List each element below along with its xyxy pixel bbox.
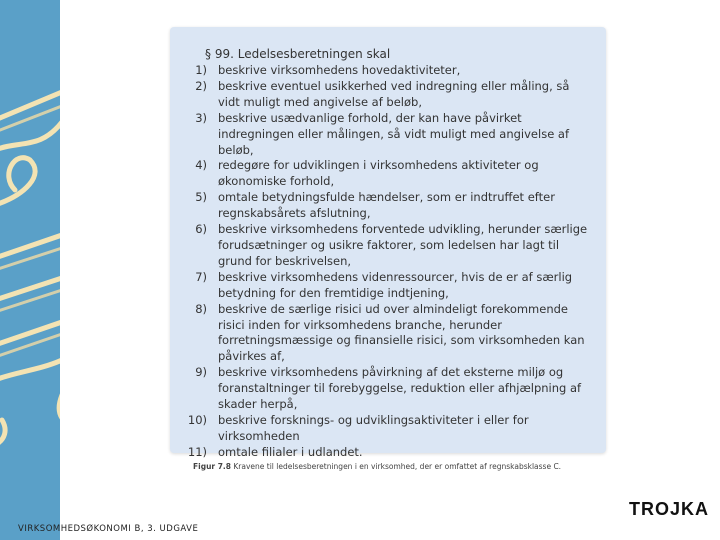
list-item-text: redegøre for udviklingen i virksomhedens aktiviteter og økonomiske forhold, (218, 158, 539, 189)
decorative-waves-graphic (0, 0, 60, 540)
list-item-number: 6) (195, 222, 207, 237)
figure-caption (193, 462, 561, 471)
list-item-number: 4) (195, 158, 207, 173)
list-item (182, 79, 592, 111)
list-item (182, 365, 592, 413)
brand-logo-text: TROJKA (629, 499, 710, 519)
list-item (182, 413, 592, 445)
list-item-text: beskrive virksomhedens videnressourcer, hvis de er af særlig betydning for den fremtidige indtjening, (218, 269, 573, 300)
list-item (182, 302, 592, 366)
list-item-text: beskrive eventuel usikkerhed ved indregning eller måling, så vidt muligt med angivelse af beløb, (218, 78, 570, 109)
caption-label: Figur 7.8 (193, 462, 231, 471)
list-item-number: 1) (195, 63, 207, 77)
list-item (182, 158, 592, 190)
caption-text: Kravene til ledelsesberetningen i en virksomhed, der er omfattet af regnskabsklasse C. (231, 462, 562, 471)
footer-book-title: VIRKSOMHEDSØKONOMI B, 3. UDGAVE (18, 524, 199, 534)
list-item (182, 222, 592, 270)
list-item-text: beskrive virksomhedens påvirkning af det eksterne miljø og foranstaltninger til forebyggelse, reduktion eller afhjælpning af skader herpå, (218, 365, 582, 412)
list-item-number: 7) (195, 269, 207, 284)
list-item-number: 10) (187, 412, 207, 427)
requirements-list (182, 63, 592, 461)
list-item (182, 111, 592, 159)
list-item-text: beskrive de særlige risici ud over almindeligt forekommende risici inden for virksomhedens branche, herunder forretningsmæssige og finansielle risici, som virksomheden kan påvirkes af, (218, 301, 585, 364)
list-item-text: omtale betydningsfulde hændelser, som er indtruffet efter regnskabsårets afslutning, (218, 190, 555, 221)
list-item-number: 2) (195, 78, 207, 93)
list-item-text: beskrive virksomhedens hovedaktiviteter, (218, 63, 461, 77)
list-item-number: 3) (195, 110, 207, 125)
list-item-text: omtale filialer i udlandet. (218, 444, 363, 459)
list-item-text: beskrive forsknings- og udviklingsaktiviteter i eller for virksomheden (218, 412, 529, 443)
list-item-text: beskrive virksomhedens forventede udvikling, herunder særlige forudsætninger og usikre faktorer, som ledelsen har lagt til grund for beskrivelsen, (218, 222, 588, 268)
decorative-side-band (0, 0, 60, 540)
list-item (182, 63, 592, 79)
list-item-number: 5) (195, 190, 207, 205)
figure-box (170, 27, 606, 459)
figure-title: § 99. Ledelsesberetningen skal (205, 47, 391, 61)
list-item-number: 9) (195, 365, 207, 380)
list-item (182, 270, 592, 302)
list-item-number: 8) (195, 301, 207, 316)
list-item-text: beskrive usædvanlige forhold, der kan have påvirket indregningen eller målingen, så vidt muligt med angivelse af beløb, (218, 110, 570, 157)
list-item (182, 190, 592, 222)
list-item (182, 445, 592, 461)
list-item-number: 11) (187, 444, 207, 459)
